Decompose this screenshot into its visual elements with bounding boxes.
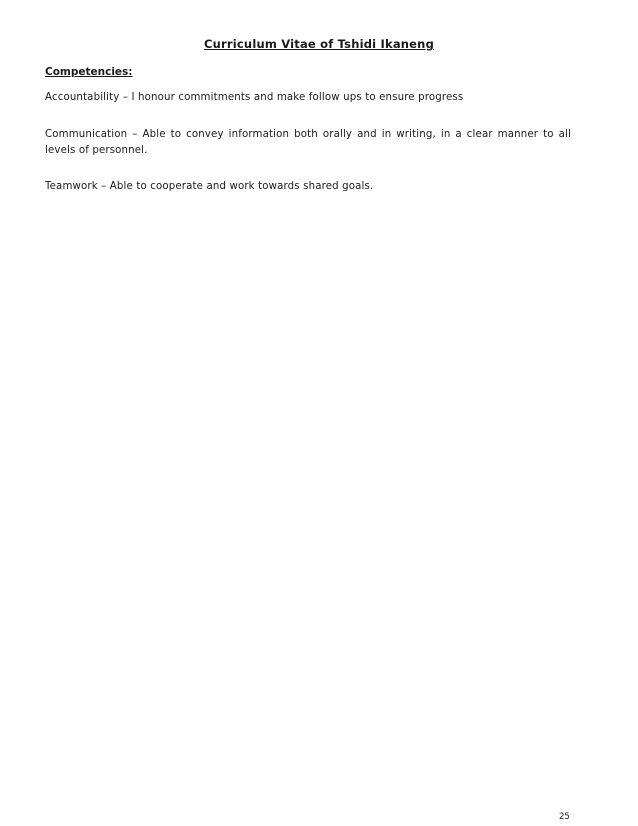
competency-communication: Communication – Able to convey information both orally and in writing, in a clear manner to all levels of personnel.: [45, 129, 571, 156]
competency-teamwork: Teamwork – Able to cooperate and work towards shared goals.: [45, 181, 374, 192]
document-title: Curriculum Vitae of Tshidi Ikaneng: [204, 37, 434, 51]
page-number: 25: [559, 812, 570, 822]
competency-accountability: Accountability – I honour commitments and make follow ups to ensure progress: [45, 92, 464, 103]
section-heading-competencies: Competencies:: [45, 66, 133, 78]
